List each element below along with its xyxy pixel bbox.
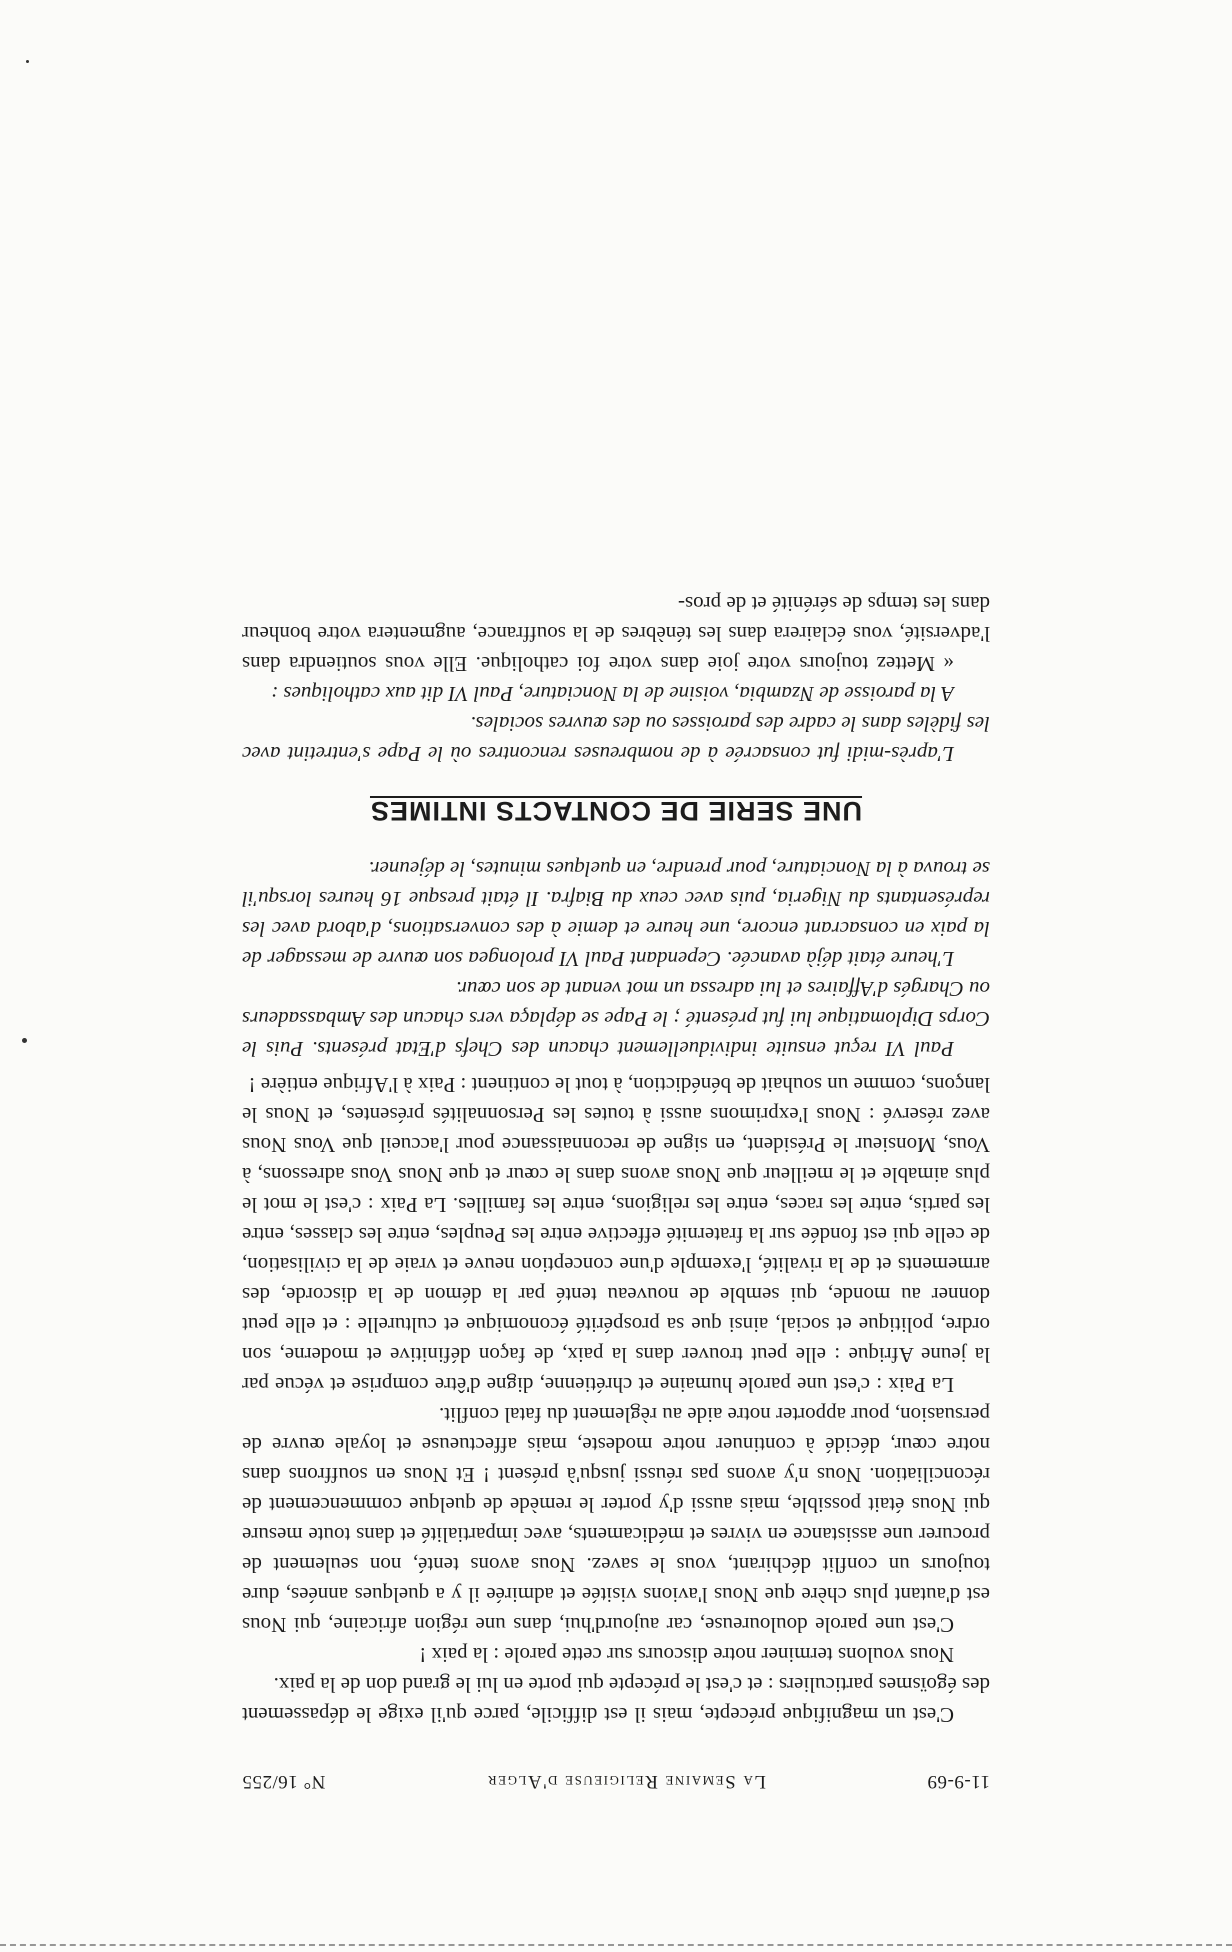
scan-speck [22, 1038, 27, 1043]
text-column [242, 589, 990, 1792]
header-issue-number: N° 16/255 [242, 1771, 326, 1792]
section-heading: UNE SERIE DE CONTACTS INTIMES [369, 796, 863, 826]
scan-edge-line [0, 1944, 1232, 1946]
paragraph-afternoon: L'après-midi fut consacrée à de nombreuses rencontres où le Pape s'entretint avec les fidèles dans le cadre des paroisses ou des œuvres sociales. [242, 712, 990, 766]
header-date: 11-9-69 [927, 1771, 990, 1792]
paragraph-peace-intro: Nous voulons terminer notre discours sur cette parole : la paix ! [419, 1643, 954, 1667]
header-title: La Semaine Religieuse d'Alger [486, 1771, 766, 1792]
paragraph-late-hour: L'heure était déjà avancée. Cependant Paul VI prolongea son œuvre de messager de la paix en consacrant encore, une heure et demie à des conversations, d'abord avec les représentants du Nigeria, puis avec ceux du Biafra. Il était presque 16 heures lorsqu'il se trouva à la Nonciature, pour prendre, en quelques minutes, le déjeuner. [242, 857, 990, 971]
paragraph-precept: C'est un magnifique précepte, mais il est difficile, parce qu'il exige le dépassement des égoïsmes particuliers : et c'est le précepte qui porte en lui le grand don de la paix. [242, 1673, 990, 1727]
paragraph-peace-africa: La Paix : c'est une parole humaine et chrétienne, digne d'être comprise et vécue par la jeune Afrique : elle peut trouver dans la paix, de façon définitive et moderne, son ordre, politique et social, ainsi que sa prospérité économique et culturelle : et elle peut donner au monde, qui semble de nouveau tenté par la démon de la discorde, des armements et de la rivalité, l'exemple d'une conception neuve et vraie de la civilisation, de celle qui est fondée sur la fraternité effective entre les Peuples, entre les classes, entre les partis, entre les races, entre les religions, entre les familles. La Paix : c'est le mot le plus aimable et le meilleur que Nous avons dans le cœur et que Nous Vous adressons, à Vous, Monsieur le Président, en signe de reconnaissance pour l'accueil que Vous Nous avez réservé : Nous l'exprimons aussi à toutes les Personnalités présentes, et Nous le lançons, comme un souhait de bénédiction, à tout le continent : Paix à l'Afrique entière ! [242, 1073, 990, 1397]
paragraph-nzambia: A la paroisse de Nzambia, voisine de la Nonciature, Paul VI dit aux catholiques : [271, 682, 954, 706]
paragraph-quote: « Mettez toujours votre joie dans votre foi catholique. Elle vous soutiendra dans l'adversité, vous éclairera dans les ténèbres de la souffrance, augmentera votre bonheur dans les temps de sérénité et de pros- [242, 592, 990, 676]
running-header [242, 1770, 990, 1792]
scan-speck [26, 60, 29, 63]
paragraph-painful-word: C'est une parole douloureuse, car aujourd'hui, dans une région africaine, qui Nous est d'autant plus chère que Nous l'avions visitée et admirée il y a quelques années, dure toujours un conflit déchirant, vous le savez. Nous avons tenté, non seulement de procurer une assistance en vivres et médicaments, avec impartialité et dans toute mesure qui Nous était possible, mais aussi d'y porter le remède de quelque commencement de réconciliation. Nous n'y avons pas réussi jusqu'à présent ! Et Nous en souffrons dans notre cœur, décidé à continuer notre modeste, mais affectueuse et loyale œuvre de persuasion, pour apporter notre aide au règlement du fatal conflit. [242, 1403, 990, 1637]
paragraph-diplomatic-corps: Paul VI reçut ensuite individuellement chacun des Chefs d'Etat présents. Puis le Corps Diplomatique lui fut présenté ; le Pape se déplaça vers chacun des Ambassadeurs ou Chargés d'Affaires et lui adressa un mot venant de son cœur. [242, 977, 990, 1061]
